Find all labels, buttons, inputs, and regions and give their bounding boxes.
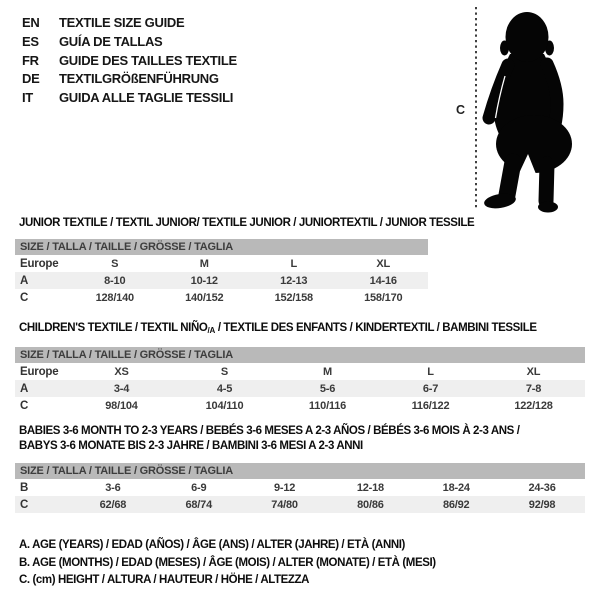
babies-table-title — [19, 424, 520, 454]
size-cell: 24-36 — [528, 481, 556, 494]
language-code: ES — [22, 33, 39, 49]
babies-title-line1: BABIES 3-6 MONTH TO 2-3 YEARS / BEBÉS 3-6 MESES A 2-3 AÑOS / BÉBÉS 3-6 MOIS À 2-3 ANS / — [19, 425, 520, 437]
size-cell: XS — [114, 365, 129, 378]
table-row-height — [15, 496, 585, 513]
row-label-cell: A — [20, 382, 29, 395]
footnotes-block — [19, 537, 436, 590]
size-cell: 6-7 — [422, 382, 439, 395]
size-cell: L — [290, 257, 298, 270]
size-cell: 104/110 — [205, 399, 244, 412]
size-cell: 152/158 — [274, 291, 313, 304]
size-cell: 116/122 — [411, 399, 450, 412]
language-row-es — [22, 34, 237, 53]
row-label-cell: Europe — [20, 365, 59, 378]
size-cell: 80/86 — [357, 498, 384, 511]
language-label: TEXTILGRÖßENFÜHRUNG — [59, 71, 219, 87]
language-label: GUIDA ALLE TAGLIE TESSILI — [59, 90, 234, 106]
size-header-bar: SIZE / TALLA / TAILLE / GRÖSSE / TAGLIA — [15, 463, 585, 479]
footnote-b: B. AGE (MONTHS) / EDAD (MESES) / ÂGE (MOIS) / ALTER (MONATE) / ETÀ (MESI) — [19, 556, 436, 569]
language-label: GUÍA DE TALLAS — [59, 33, 163, 49]
size-cell: 6-9 — [191, 481, 207, 494]
language-code: IT — [22, 90, 33, 106]
size-cell: 18-24 — [442, 481, 470, 494]
language-label: TEXTILE SIZE GUIDE — [59, 15, 185, 30]
size-cell: 92/98 — [528, 498, 556, 511]
language-row-en — [22, 15, 237, 34]
row-label-cell: C — [20, 291, 29, 304]
row-label-cell: C — [20, 399, 29, 412]
table-row-europe — [15, 255, 428, 272]
size-cell: 128/140 — [95, 291, 134, 304]
children-table-title — [19, 321, 537, 338]
size-header-row — [15, 347, 585, 363]
language-row-it — [22, 90, 237, 109]
language-row-de — [22, 71, 237, 90]
size-header-bar: SIZE / TALLA / TAILLE / GRÖSSE / TAGLIA — [15, 239, 428, 255]
footnote-a: A. AGE (YEARS) / EDAD (AÑOS) / ÂGE (ANS) / ALTER (JAHRE) / ETÀ (ANNI) — [19, 539, 405, 551]
size-header-bar: SIZE / TALLA / TAILLE / GRÖSSE / TAGLIA — [15, 347, 585, 363]
size-cell: 8-10 — [104, 274, 126, 287]
size-cell: XL — [376, 257, 391, 270]
babies-size-table — [15, 463, 585, 513]
size-cell: 68/74 — [185, 498, 212, 511]
height-marker-label: C — [456, 103, 466, 117]
babies-title-line2: BABYS 3-6 MONATE BIS 2-3 JAHRE / BAMBINI 3-6 MESI A 2-3 ANNI — [19, 440, 363, 452]
size-header-row — [15, 239, 428, 255]
size-cell: 86/92 — [442, 498, 470, 511]
language-label: GUIDE DES TAILLES TEXTILE — [59, 52, 237, 68]
children-title-subscript: /A — [207, 326, 216, 335]
size-cell: XL — [526, 365, 541, 378]
table-row-height — [15, 397, 585, 414]
children-size-table — [15, 347, 585, 414]
size-cell: 10-12 — [190, 274, 218, 287]
size-cell: 3-4 — [113, 382, 130, 395]
size-cell: 14-16 — [369, 274, 397, 287]
size-cell: 74/80 — [271, 498, 298, 511]
junior-size-table — [15, 239, 428, 306]
row-label-cell: C — [20, 498, 29, 511]
size-header-row — [15, 463, 585, 479]
size-cell: L — [427, 365, 434, 378]
size-cell: 110/116 — [308, 399, 347, 412]
size-cell: 98/104 — [105, 399, 138, 412]
language-row-fr — [22, 53, 237, 72]
table-row-age — [15, 380, 585, 397]
table-row-europe — [15, 363, 585, 380]
size-cell: M — [323, 365, 332, 378]
row-label-cell: A — [20, 274, 29, 287]
size-cell: M — [199, 257, 209, 270]
footnote-c: C. (cm) HEIGHT / ALTURA / HAUTEUR / HÖHE / ALTEZZA — [19, 574, 310, 587]
size-cell: 12-13 — [280, 274, 308, 287]
size-cell: 140/152 — [185, 291, 224, 304]
size-cell: 62/68 — [99, 498, 127, 511]
row-label-cell: Europe — [20, 257, 59, 270]
size-cell: 5-6 — [319, 382, 336, 395]
baby-silhouette-icon — [483, 12, 572, 213]
table-row-height — [15, 289, 428, 306]
size-cell: 4-5 — [216, 382, 233, 395]
size-cell: 7-8 — [525, 382, 542, 395]
language-code: EN — [22, 15, 40, 30]
children-title-part1: CHILDREN'S TEXTILE / TEXTIL NIÑO — [19, 322, 208, 334]
language-title-block — [22, 15, 237, 109]
size-cell: 3-6 — [105, 481, 121, 494]
size-cell: 122/128 — [514, 399, 553, 412]
table-row-age-months — [15, 479, 585, 496]
size-cell: 12-18 — [356, 481, 384, 494]
size-cell: 9-12 — [273, 481, 296, 494]
table-row-age — [15, 272, 428, 289]
junior-table-title: JUNIOR TEXTILE / TEXTIL JUNIOR/ TEXTILE JUNIOR / JUNIORTEXTIL / JUNIOR TESSILE — [19, 217, 475, 229]
size-cell: S — [111, 257, 119, 270]
language-code: FR — [22, 52, 39, 68]
children-title-part2: / TEXTILE DES ENFANTS / KINDERTEXTIL / BAMBINI TESSILE — [215, 322, 537, 334]
language-code: DE — [22, 71, 40, 87]
height-diagram — [450, 4, 595, 214]
row-label-cell: B — [20, 481, 29, 494]
size-cell: S — [220, 365, 229, 378]
size-cell: 158/170 — [364, 291, 403, 304]
